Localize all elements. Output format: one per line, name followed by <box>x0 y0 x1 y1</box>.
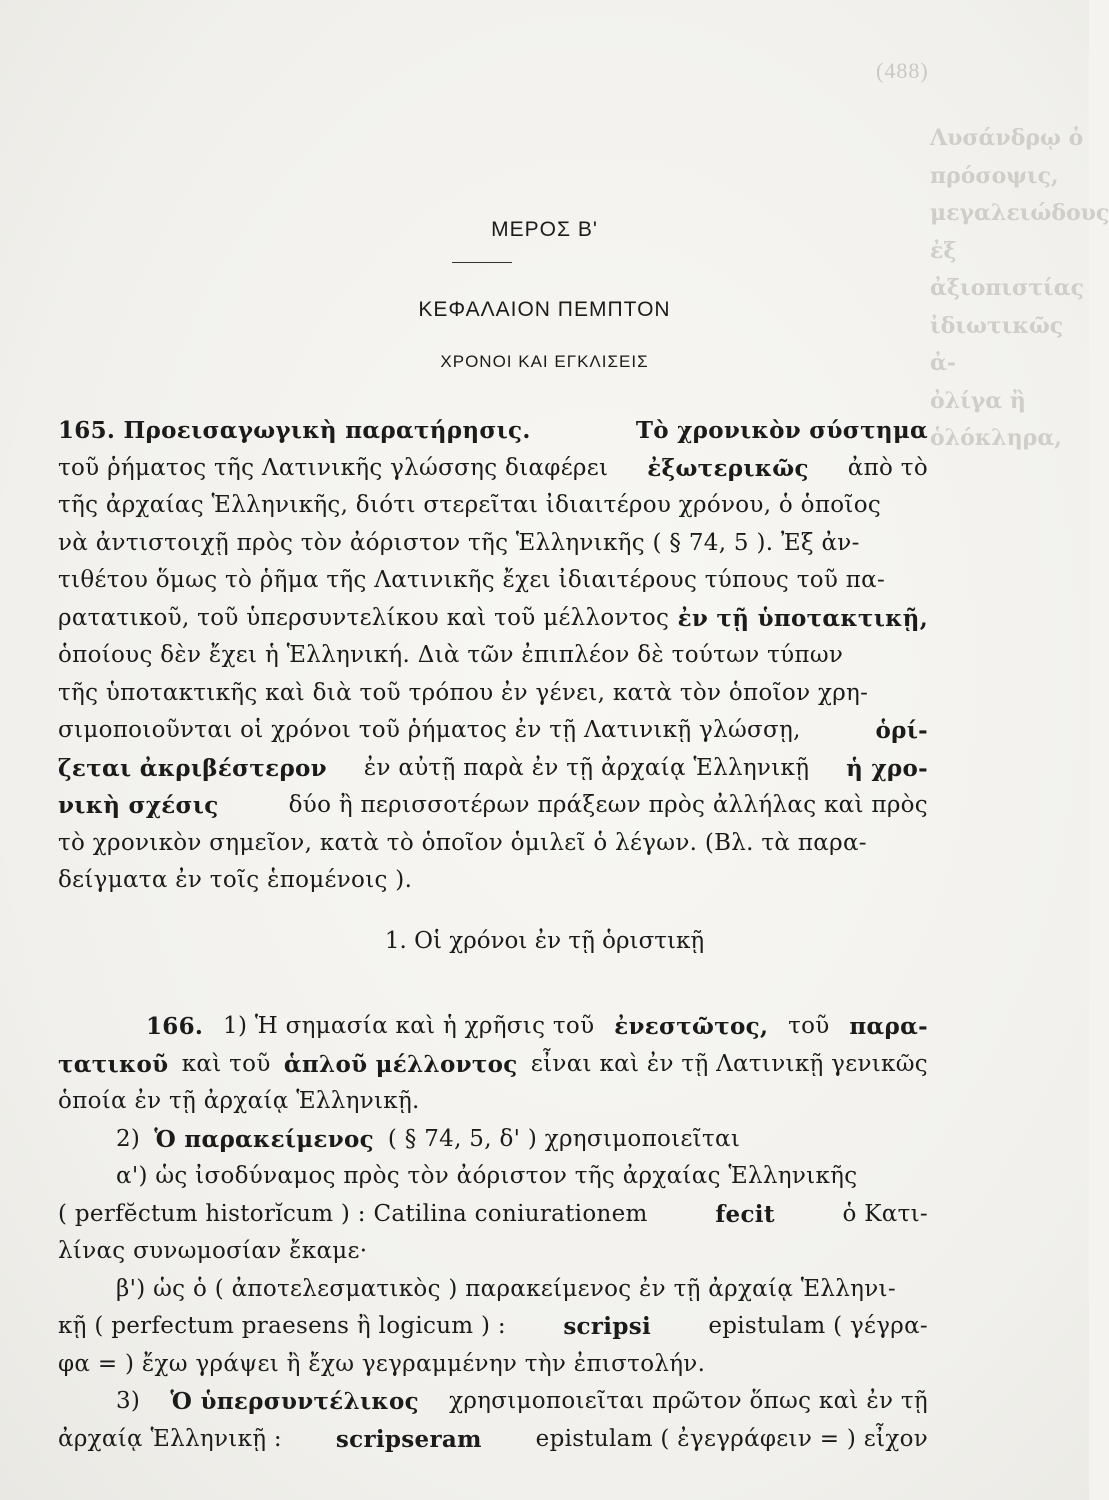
text-line: φα = ) ἔχω γράψει ἢ ἔχω γεγραμμένην τὴν ἐπιστολήν. <box>58 1350 706 1377</box>
text-line: β') ὡς ὁ ( ἀποτελεσματικὸς ) παρακείμενος ἐν τῇ ἀρχαίᾳ Ἑλληνι- <box>116 1275 896 1302</box>
text-line: 165. Προεισαγωγικὴ παρατήρησις. Τὸ χρονικὸν σύστημα <box>58 417 928 444</box>
text-line: ἀρχαίᾳ Ἑλληνικῇ : scripseram epistulam ( ἐγεγράφειν = ) εἶχον <box>58 1425 928 1453</box>
text-line: 3) Ὁ ὑπερσυντέλικος χρησιμοποιεῖται πρῶτον ὅπως καὶ ἐν τῇ <box>116 1388 928 1415</box>
text-line: νὰ ἀντιστοιχῇ πρὸς τὸν ἀόριστον τῆς Ἑλληνικῆς ( § 74, 5 ). Ἐξ ἀν- <box>58 529 860 556</box>
page-number: (488) <box>876 58 929 83</box>
text-line: τιθέτου ὅμως τὸ ῥῆμα τῆς Λατινικῆς ἔχει ἰδιαιτέρους τύπους τοῦ πα- <box>58 567 886 593</box>
text-line: σιμοποιοῦνται οἱ χρόνοι τοῦ ῥήματος ἐν τῇ Λατινικῇ γλώσσῃ, ὁρί- <box>58 717 928 744</box>
text-line: τατικοῦ καὶ τοῦ ἁπλοῦ μέλλοντος εἶναι καὶ ἐν τῇ Λατινικῇ γενικῶς <box>58 1050 928 1078</box>
part-heading: ΜΕΡΟΣ Β' <box>491 218 598 241</box>
text-line: ρατατικοῦ, τοῦ ὑπερσυντελίκου καὶ τοῦ μέλλοντος ἐν τῇ ὑποτακτικῇ, <box>58 604 928 632</box>
text-line: τοῦ ῥήματος τῆς Λατινικῆς γλώσσης διαφέρει ἐξωτερικῶς ἀπὸ τὸ <box>58 454 928 482</box>
show-through-text: Λυσάνδρῳ ὁ πρόσοψις, μεγαλειώδους ἐξ ἀξιοπιστίας ἰδιωτικῶς ἀ- ὀλίγα ἢ ὁλόκληρα, <box>930 125 1109 451</box>
text-line: α') ὡς ἰσοδύναμος πρὸς τὸν ἀόριστον τῆς ἀρχαίας Ἑλληνικῆς <box>116 1163 858 1189</box>
text-line: τὸ χρονικὸν σημεῖον, κατὰ τὸ ὁποῖον ὁμιλεῖ ὁ λέγων. (Βλ. τὰ παρα- <box>58 829 867 856</box>
chapter-title: ΧΡΟΝΟΙ ΚΑΙ ΕΓΚΛΙΣΕΙΣ <box>440 352 649 371</box>
text-line: δείγματα ἐν τοῖς ἑπομένοις ). <box>58 867 413 893</box>
subheading-indicative: 1. Οἱ χρόνοι ἐν τῇ ὁριστικῇ <box>384 928 705 954</box>
text-line: τῆς ὑποτακτικῆς καὶ διὰ τοῦ τρόπου ἐν γένει, κατὰ τὸν ὁποῖον χρη- <box>58 679 869 706</box>
text-line: ὁποία ἐν τῇ ἀρχαίᾳ Ἑλληνικῇ. <box>58 1088 420 1114</box>
text-line: λίνας συνωμοσίαν ἔκαμε· <box>58 1238 368 1264</box>
chapter-heading: ΚΕΦΑΛΑΙΟΝ ΠΕΜΠΤΟΝ <box>418 298 671 321</box>
section-166 <box>58 1008 928 1458</box>
text-line: ζεται ἀκριβέστερον ἐν αὐτῇ παρὰ ἐν τῇ ἀρχαίᾳ Ἑλληνικῇ ἡ χρο- <box>58 754 928 782</box>
text-line: ( perfĕctum historĭcum ) : Catilina coniurationem fecit ὁ Κατι- <box>58 1200 928 1228</box>
heading-rule <box>452 262 512 263</box>
text-line: νικὴ σχέσις δύο ἢ περισσοτέρων πράξεων πρὸς ἀλλήλας καὶ πρὸς <box>58 792 928 819</box>
text-line: ὁποίους δὲν ἔχει ἡ Ἑλληνική. Διὰ τῶν ἐπιπλέον δὲ τούτων τύπων <box>58 642 844 668</box>
section-165 <box>58 412 928 900</box>
text-line: κῇ ( perfectum praesens ἢ logicum ) : scripsi epistulam ( γέγρα- <box>58 1313 928 1340</box>
text-line: 166. 1) Ἡ σημασία καὶ ἡ χρῆσις τοῦ ἐνεστῶτος, τοῦ παρα- <box>146 1013 928 1040</box>
text-line: τῆς ἀρχαίας Ἑλληνικῆς, διότι στερεῖται ἰδιαιτέρου χρόνου, ὁ ὁποῖος <box>58 492 882 518</box>
text-line: 2) Ὁ παρακείμενος ( § 74, 5, δ' ) χρησιμοποιεῖται <box>116 1125 741 1153</box>
